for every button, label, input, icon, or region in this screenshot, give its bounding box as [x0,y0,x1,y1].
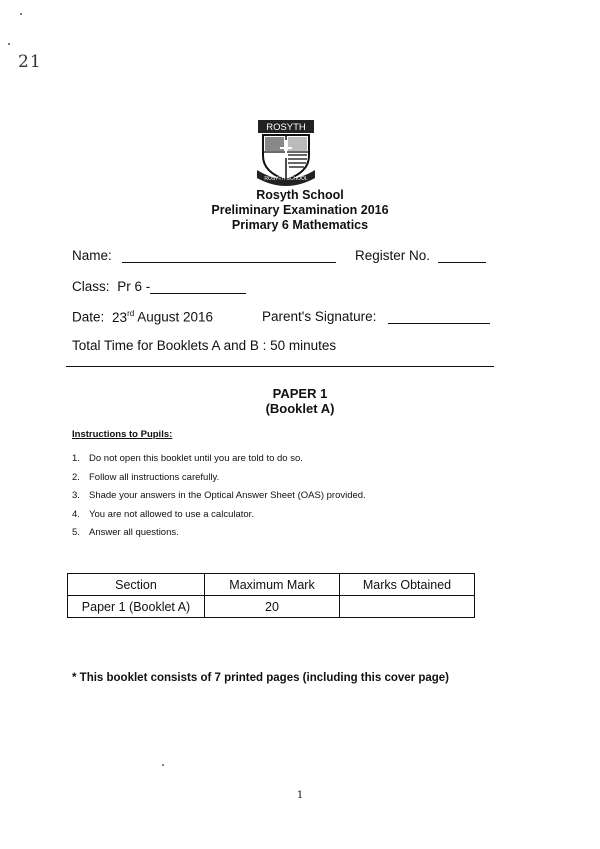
subject-title: Primary 6 Mathematics [231,218,369,232]
signature-label: Parent's Signature: [262,309,377,324]
register-blank-line[interactable] [438,262,486,263]
cell-maximum-mark: 20 [205,596,340,618]
instruction-item: 5. Answer all questions. [72,527,179,539]
instructions-list [72,452,366,545]
instruction-item: 1. Do not open this booklet until you are told to do so. [72,453,303,464]
signature-blank-line[interactable] [388,323,490,324]
table-row [68,596,475,618]
class-blank-line[interactable] [150,293,246,294]
page-count-note: * This booklet consists of 7 printed pages (including this cover page) [72,672,450,684]
scan-speck [8,43,10,45]
instruction-item: 2. Follow all instructions carefully. [72,471,220,483]
date-field [72,309,213,325]
cell-section: Paper 1 (Booklet A) [68,596,205,618]
scan-speck [20,13,22,15]
paper-subtitle: (Booklet A) [265,401,335,416]
exam-title: Preliminary Examination 2016 [211,203,389,217]
name-label: Name: [72,248,112,263]
header-marks-obtained: Marks Obtained [340,574,475,596]
date-day: 23 [112,309,128,325]
scan-speck [162,764,164,766]
paper-title: PAPER 1 [272,386,328,401]
total-time: Total Time for Booklets A and B : 50 minutes [72,338,337,353]
name-field [72,248,336,263]
class-label: Class: [72,279,110,294]
school-name: Rosyth School [256,188,344,202]
register-field [355,248,486,263]
marks-table [67,573,475,618]
crest-label: ROSYTH [266,122,306,133]
header-maximum-mark: Maximum Mark [205,574,340,596]
register-label: Register No. [355,248,431,263]
header-section: Section [68,574,205,596]
class-prefix: Pr 6 - [117,279,151,294]
name-blank-line[interactable] [122,262,336,263]
date-suffix: rd [127,309,135,318]
section-divider [66,366,494,367]
crest-motto: ROSYTH SCHOOL [264,176,308,182]
date-rest: August 2016 [137,309,214,325]
page-number: 1 [296,790,304,801]
handwritten-note: 21 [18,52,42,72]
instruction-item: 3. Shade your answers in the Optical Answer Sheet (OAS) provided. [72,490,366,502]
instruction-item: 4. You are not allowed to use a calculator. [72,508,254,520]
class-field [72,279,246,294]
signature-field [262,309,490,324]
school-crest-logo [255,118,317,186]
instructions-heading: Instructions to Pupils: [72,429,173,440]
date-label: Date: [72,309,105,325]
cell-marks-obtained[interactable] [340,596,475,618]
marks-table-header-row [68,574,475,596]
